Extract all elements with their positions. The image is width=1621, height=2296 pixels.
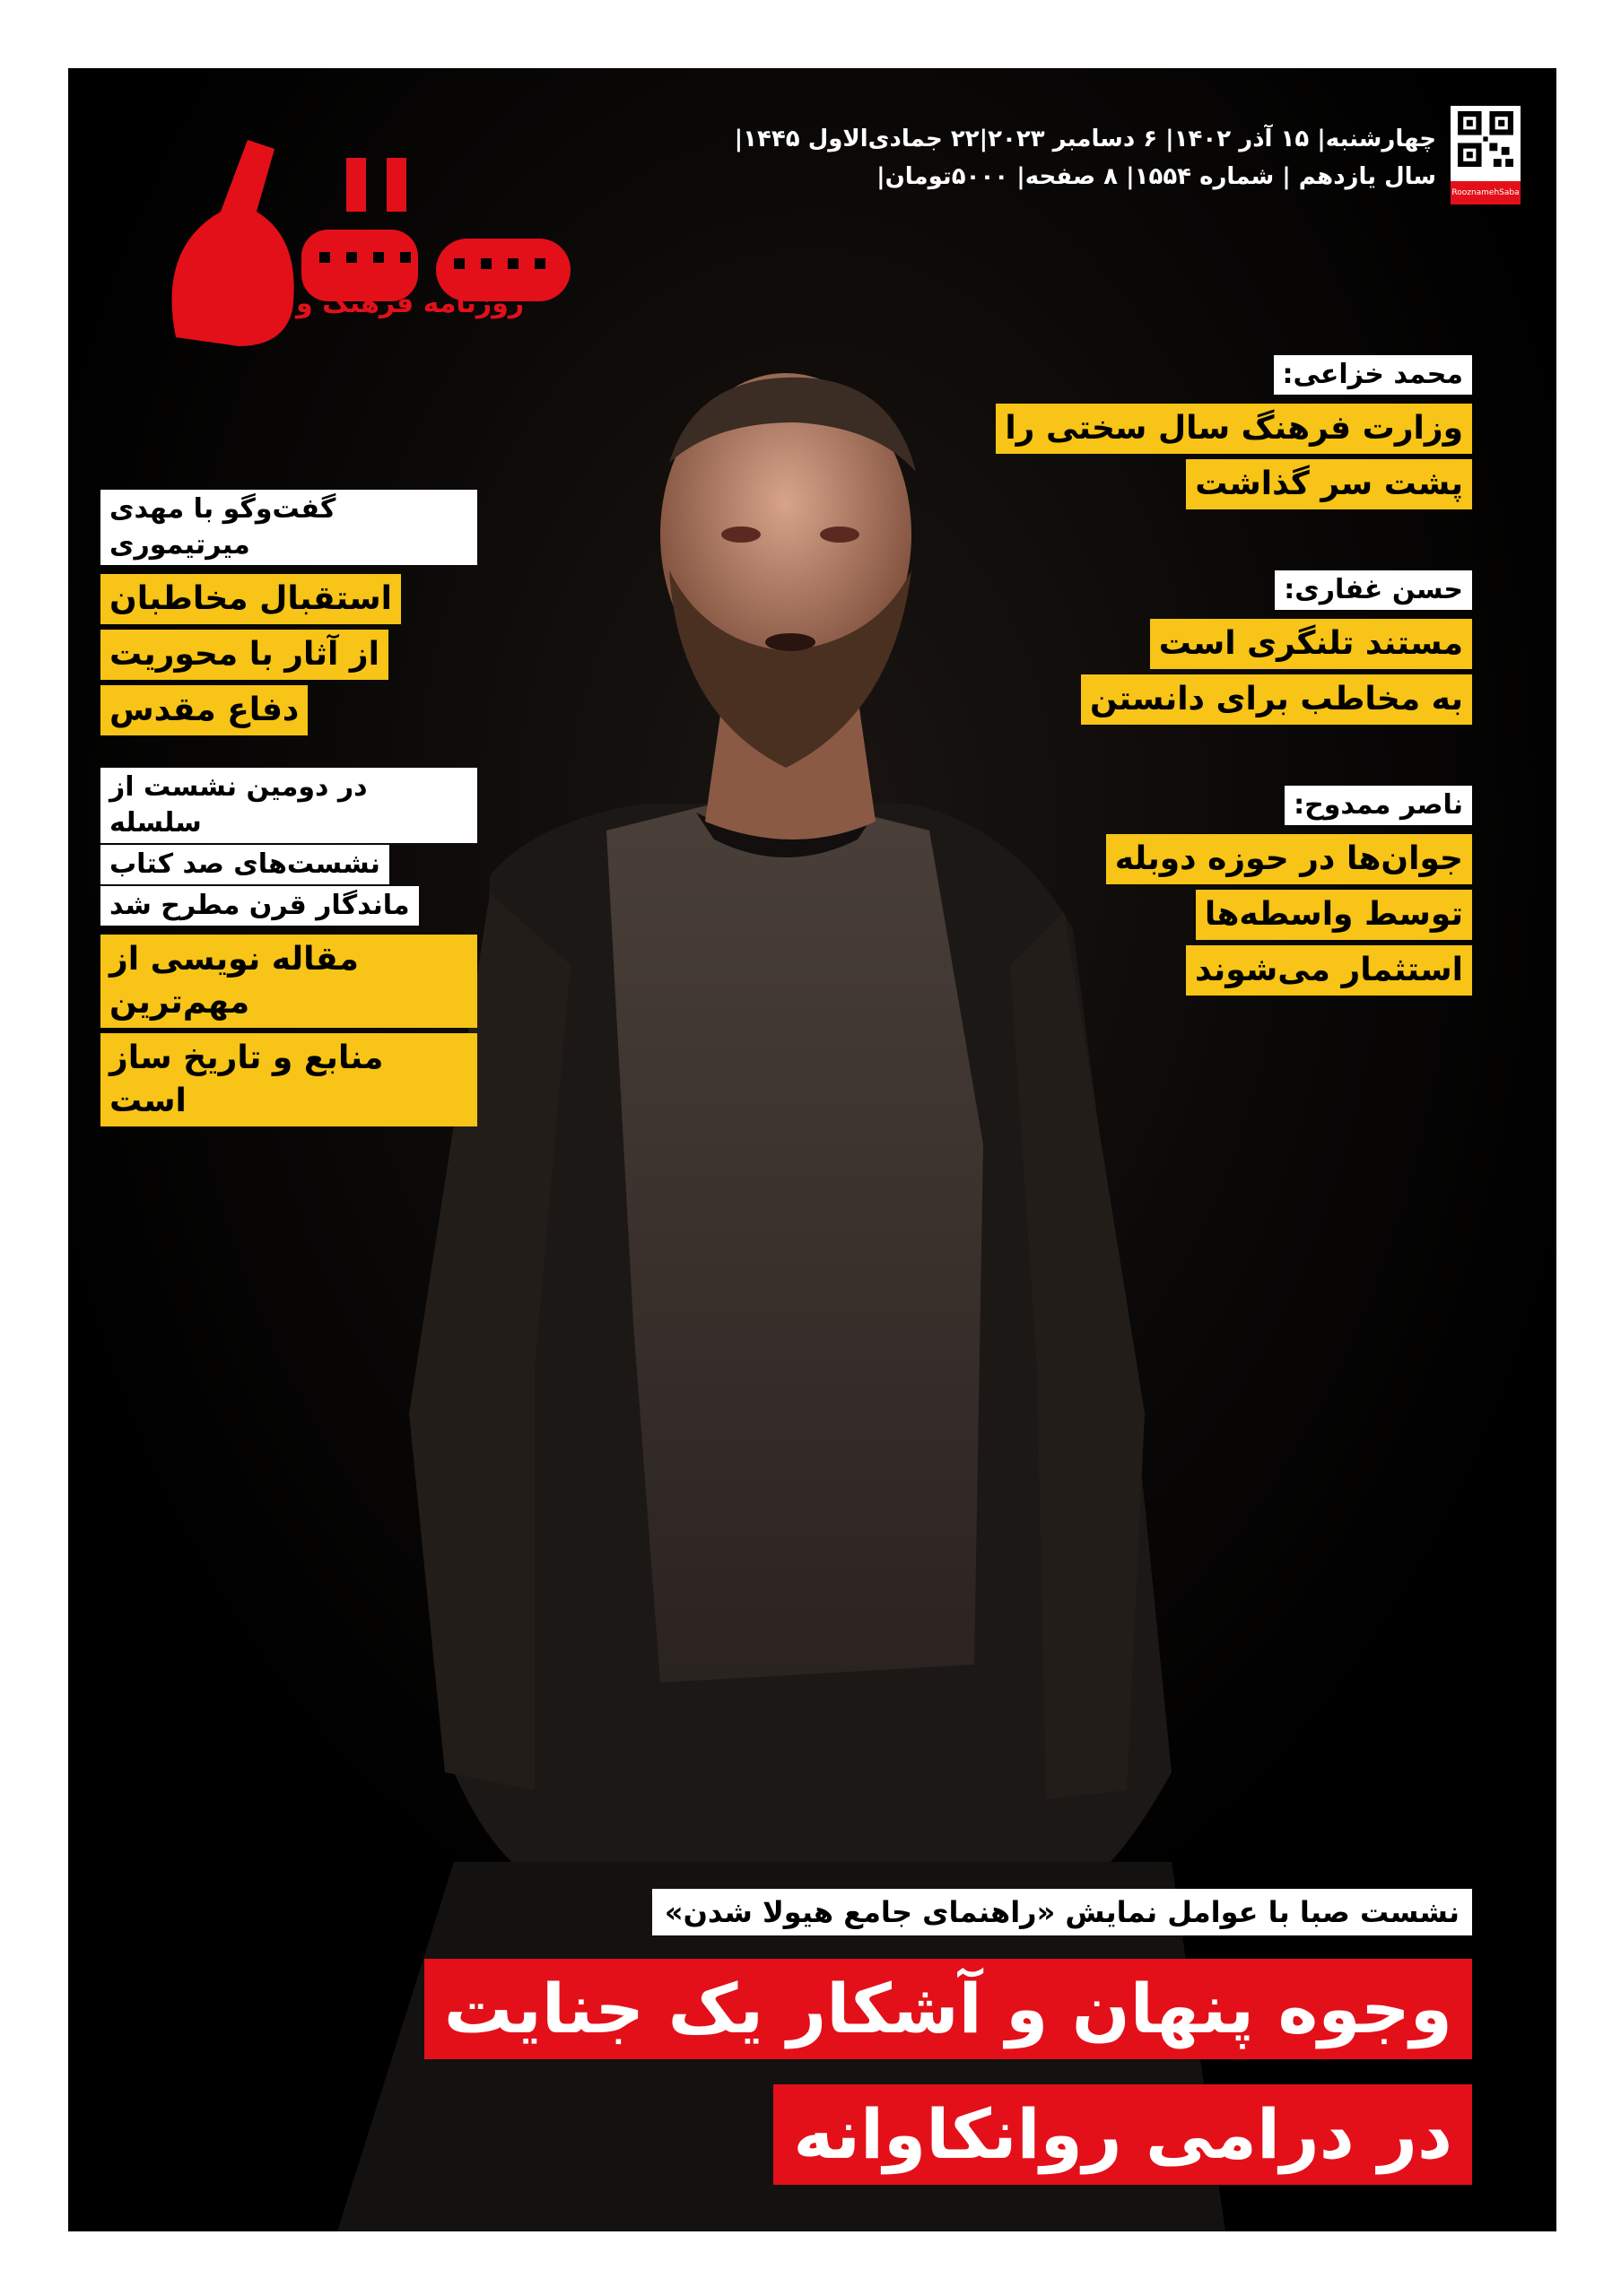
cover-line-mamdouh[interactable]: [1106, 786, 1472, 1001]
qr-code[interactable]: [1451, 106, 1521, 204]
cover-line-text: مستند تلنگری است: [1150, 619, 1472, 669]
cover-line-text: وزارت فرهنگ سال سختی را: [996, 404, 1472, 454]
cover-line-khazaei[interactable]: [996, 355, 1472, 515]
cover-line-kicker: حسن غفاری:: [1275, 570, 1472, 610]
cover-line-text: جوان‌ها در حوزه دوبله: [1106, 834, 1472, 884]
cover-line-kicker: در دومین نشست از سلسله: [100, 768, 477, 843]
issue-line: سال یازدهم | شماره ۱۵۵۴| ۸ صفحه| ۵۰۰۰تومان|: [876, 163, 1436, 190]
newspaper-cover: [68, 68, 1556, 2231]
cover-line-text: منابع و تاریخ ساز است: [100, 1033, 477, 1126]
logo-tagline: روزنامه فرهنگ و هنر: [240, 288, 525, 319]
cover-line-text: توسط واسطه‌ها: [1196, 890, 1472, 940]
main-headline-line-2[interactable]: در درامی روانکاوانه: [773, 2084, 1472, 2185]
cover-line-mirteimouri[interactable]: [100, 490, 477, 741]
cover-line-text: استثمار می‌شوند: [1186, 945, 1472, 996]
cover-line-text: به مخاطب برای دانستن: [1081, 674, 1472, 725]
qr-code-icon: [1458, 111, 1513, 167]
cover-line-text: از آثار با محوریت: [100, 630, 388, 680]
cover-line-kicker: نشست‌های صد کتاب: [100, 845, 389, 884]
main-headline-line-1[interactable]: وجوه پنهان و آشکار یک جنایت: [424, 1959, 1472, 2059]
cover-line-text: استقبال مخاطبان: [100, 574, 401, 624]
main-story-kicker: نشست صبا با عوامل نمایش «راهنمای جامع هیولا شدن»: [652, 1889, 1472, 1935]
cover-line-text: دفاع مقدس: [100, 685, 308, 735]
qr-label: RooznamehSaba: [1451, 181, 1521, 204]
date-line: چهارشنبه| ۱۵ آذر ۱۴۰۲| ۶ دسامبر ۲۰۲۳|۲۲ جمادی‌الاول ۱۴۴۵|: [734, 126, 1436, 152]
cover-line-kicker: گفت‌وگو با مهدی میرتیموری: [100, 490, 477, 565]
cover-line-kicker: محمد خزاعی:: [1274, 355, 1473, 395]
cover-line-sad-ketab[interactable]: [100, 768, 477, 1132]
cover-line-kicker: ناصر ممدوح:: [1285, 786, 1472, 825]
cover-line-text: مقاله نویسی از مهم‌ترین: [100, 935, 477, 1028]
cover-line-kicker: ماندگار قرن مطرح شد: [100, 886, 419, 926]
cover-line-text: پشت سر گذاشت: [1186, 459, 1472, 509]
saba-logo: [140, 104, 606, 373]
cover-line-ghaffari[interactable]: [1081, 570, 1472, 730]
